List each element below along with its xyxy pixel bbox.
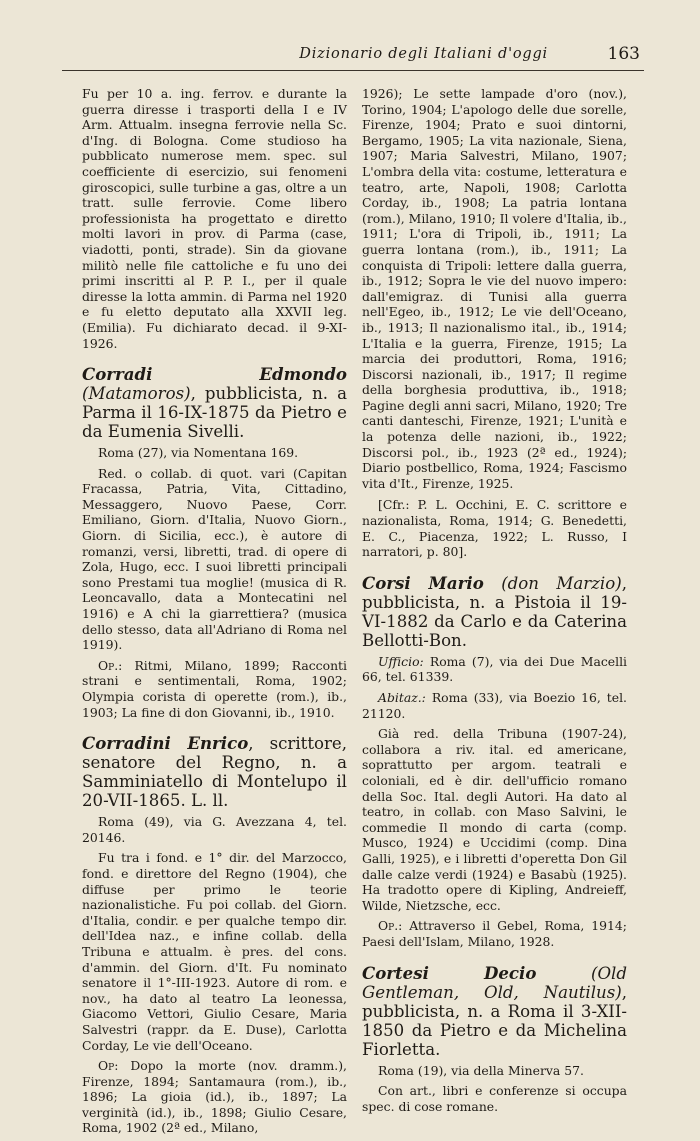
works-list: Attraverso il Gebel, Roma, 1914; Paesi dell'Islam, Milano, 1928. (362, 918, 627, 949)
entry-alias: (Matamoros) (82, 384, 191, 404)
works-list: Dopo la morte (nov. dramm.), Firenze, 1894; Santamaura (rom.), ib., 1896; La gioia (id.), ib., 1897; La verginità (id.), ib., 1898; Giulio Cesare, Roma, 1902 (2ª ed., Milano, (82, 1058, 347, 1136)
entry-name: Corradini Enrico (82, 733, 249, 754)
page-number: 163 (607, 44, 640, 64)
entry-works (362, 918, 627, 949)
entry-alias: (don Marzio) (501, 573, 622, 593)
office-label: Ufficio: (378, 653, 424, 669)
entry-works (82, 658, 347, 720)
entry-corradi-edmondo (82, 365, 347, 720)
entry-address: Roma (27), via Nomentana 169. (98, 445, 299, 461)
entry-heading (362, 964, 627, 1059)
references: [Cfr.: P. L. Occhini, E. C. scrittore e nazionalista, Roma, 1914; G. Benedetti, E. C., Piacenza, 1922; L. Russo, I narratori, p. 80]. (362, 497, 627, 560)
works-label: Op: (98, 1058, 119, 1074)
entry-address: Roma (19), via della Minerva 57. (378, 1062, 584, 1078)
running-header (62, 40, 644, 71)
entry-heading-rest: , pubblicista, n. a Pistoia il 19-VI-1882 da Carlo e da Caterina Bellotti-Bon. (362, 573, 627, 650)
home-label: Abitaz.: (378, 690, 426, 705)
entry-name: Corradi Edmondo (82, 364, 347, 385)
entry-body: Con art., libri e conferenze si occupa spec. di cose romane. (362, 1083, 627, 1114)
entry-name: Corsi Mario (362, 572, 484, 593)
entry-heading (82, 734, 347, 810)
entry-corsi-mario (362, 574, 627, 950)
entry-works (82, 1058, 347, 1136)
works-list: Ritmi, Milano, 1899; Racconti strani e sentimentali, Roma, 1902; Olympia corista di operette (rom.), ib., 1903; La fine di don Giovanni, ib., 1910. (82, 657, 347, 720)
continued-works-text: 1926); Le sette lampade d'oro (nov.), Torino, 1904; L'apologo delle due sorelle, Firenze, 1904; Prato e suoi dintorni, Bergamo, 1905; La vita nazionale, Siena, 1907; Maria Salvestri, Milano, 1907; L'ombra della vita: costume, letteratura e teatro, arte, Napoli, 1908; Carlotta Corday, ib., 1908; La patria lontana (rom.), Milano, 1910; Il volere d'Italia, ib., 1911; L'ora di Tripoli, ib., 1911; La guerra lontana (rom.), ib., 1911; La conquista di Tripoli: lettere dalla guerra, ib., 1912; Sopra le vie del nuovo impero: dall'emigraz. di Tunisi alla guerra nell'Egeo, ib., 1912; Le vie dell'Oceano, ib., 1913; Il nazionalismo ital., ib., 1914; L'Italia e la guerra, Firenze, 1915; La marcia dei produttori, Roma, 1916; Discorsi nazionali, ib., 1917; Il regime della borghesia produttiva, ib., 1918; Pagine degli anni sacri, Milano, 1920; Tre canti danteschi, Firenze, 1921; L'unità e la potenza delle nazioni, ib., 1922; Discorsi pol., ib., 1923 (2ª ed., 1924); Diario postbellico, Roma, 1924; Fascismo vita d'It., Firenze, 1925. (362, 86, 627, 491)
office-value: Roma (7), via dei Due Macelli 66, tel. 61339. (362, 653, 627, 685)
entry-heading (362, 574, 627, 650)
entry-heading-rest: , pubblicista, n. a Roma il 3-XII-1850 da Pietro e da Michelina Fiorletta. (362, 982, 627, 1059)
works-label: Op.: (378, 918, 403, 934)
works-label: Op.: (98, 657, 123, 673)
entry-body: Già red. della Tribuna (1907-24), collabora a riv. ital. ed americane, soprattutto per argom. teatrali e coloniali, ed è dir. dell'ufficio romano della Soc. Ital. degli Autori. Ha dato al teatro, in collab. con Maso Salvini, le commedie Il mondo di carta (comp. Musco, 1924) e Uccidimi (comp. Dina Galli, 1925), e i libretti d'operetta Don Gil dalle calze verdi (1924) e Basabù (1925). Ha tradotto opere di Kipling, Andreieff, Wilde, Nietzsche, ecc. (362, 726, 627, 913)
entry-alias: (Old Gentleman, Old, Nautilus) (362, 963, 627, 1002)
entry-body: Red. o collab. di quot. vari (Capitan Fracassa, Patria, Vita, Cittadino, Messaggero, Nuovo Paese, Corr. Emiliano, Giorn. d'Italia, Nuovo Giorn., Giorn. di Sicilia, ecc.), è autore di romanzi, versi, libretti, trad. di opere di Zola, Hugo, ecc. I suoi libretti principali sono Prestami tua moglie! (musica di R. Leoncavallo, data a Montecatini nel 1916) e A chi la giarrettiera? (musica dello stesso, data all'Adriano di Roma nel 1919). (82, 465, 347, 653)
entry-heading (82, 365, 347, 441)
home-value: Roma (33), via Boezio 16, tel. 21120. (362, 690, 627, 721)
entry-name: Cortesi Decio (362, 962, 537, 983)
entry-office-address (362, 654, 627, 685)
entry-corradini-enrico (82, 734, 347, 1136)
right-column (362, 86, 627, 1119)
left-column (82, 86, 347, 1141)
running-title: Dizionario degli Italiani d'oggi (299, 46, 548, 62)
entry-heading-rest: , pubblicista, n. a Parma il 16-IX-1875 da Pietro e da Eumenia Sivelli. (82, 384, 347, 442)
entry-address: Roma (49), via G. Avezzana 4, tel. 20146. (82, 814, 347, 845)
continued-entry-text: Fu per 10 a. ing. ferrov. e durante la guerra diresse i trasporti della I e IV Arm. Attualm. insegna ferrovie nella Sc. d'Ing. di Bologna. Come studioso ha pubblicato numerose mem. spec. sul coefficiente di esercizio, sui fenomeni giroscopici, sulle turbine a gas, oltre a un tratt. sulle ferrovie. Come libero professionista ha progettato e diretto molti lavori in prov. di Parma (case, viadotti, ponti, strade). Sin da giovane militò nelle file cattoliche e fu uno dei primi inscritti al P. P. I., per il quale diresse la lotta ammin. di Parma nel 1920 e fu eletto deputato alla XXVII leg. (Emilia). Fu dichiarato decad. il 9-XI-1926. (82, 86, 347, 351)
entry-heading-rest: , scrittore, senatore del Regno, n. a Samminiatello di Montelupo il 20-VII-1865. L. ll. (82, 734, 348, 811)
entry-body: Fu tra i fond. e 1° dir. del Marzocco, fond. e direttore del Regno (1904), che diffuse per primo le teorie nazionalistiche. Fu poi collab. del Giorn. d'Italia, condir. e per qualche tempo dir. dell'Idea naz., e infine collab. della Tribuna e attualm. è pres. del cons. d'ammin. del Giorn. d'It. Fu nominato senatore il 1°-III-1923. Autore di rom. e nov., ha dato al teatro La leonessa, Giacomo Vettori, Giulio Cesare, Maria Salvestri (rappr. da E. Duse), Carlotta Corday, Le vie dell'Oceano. (82, 850, 347, 1053)
entry-home-address (362, 690, 627, 721)
entry-cortesi-decio (362, 964, 627, 1115)
